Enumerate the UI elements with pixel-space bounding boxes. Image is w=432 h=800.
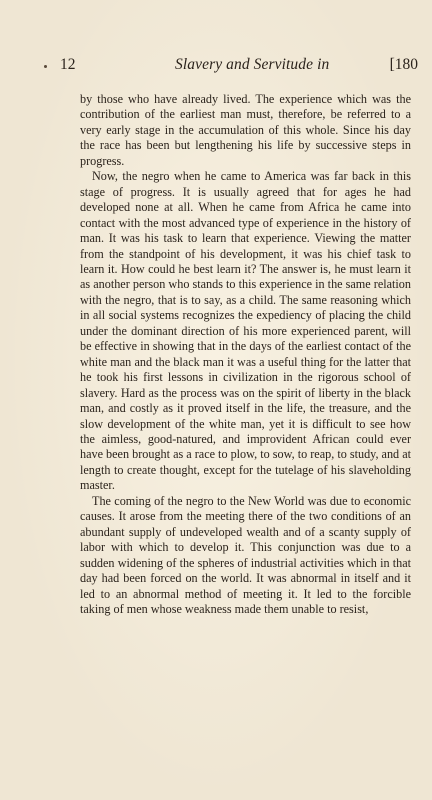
margin-mark xyxy=(44,65,47,68)
page-number: 12 xyxy=(60,56,76,73)
running-title: Slavery and Servitude in xyxy=(175,56,330,73)
paragraph: Now, the negro when he came to America was far back in this stage of progress. It is usually agreed that for ages he had developed none at all. When he came from Africa he came into contact with the most advanced type of experience in the history of man. It was his task to learn that experience. Viewing the matter from the standpoint of his development, it was his chief task to learn it. How could he best learn it? The answer is, he must learn it as another person who stands to this experience in the same relation with the negro, that is to say, as a child. The same reasoning which in all social systems recognizes the expediency of placing the child under the dominant direction of his more experienced parent, will be effective in showing that in the days of the earliest contact of the white man and the black man it was a useful thing for the latter that he took his first lessons in civilization in the rigorous school of slavery. Hard as the process was on the spirit of liberty in the black man, and costly as it proved itself in the life, the treasure, and the slow development of the white man, yet it is difficult to see how the aimless, good-natured, and improvident African could ever have been brought as a race to plow, to sow, to reap, to study, and at length to create thought, except for the tutelage of his slaveholding master. xyxy=(80,169,411,493)
paragraph-continued: by those who have already lived. The experience which was the contribution of the earliest man must, therefore, be referred to a very early stage in the accumulation of this whole. Since his day the race has been but lengthening his life by successive steps in progress. xyxy=(80,92,411,168)
running-header xyxy=(60,56,418,78)
original-folio: [180 xyxy=(389,56,418,73)
paragraph: The coming of the negro to the New World was due to economic causes. It arose from the meeting there of the two conditions of an abundant supply of undeveloped wealth and of a scanty supply of labor with which to develop it. This conjunction was due to a sudden widening of the spheres of industrial activities which in that day had been forced on the world. It was abnormal in itself and it led to an abnormal method of meeting it. It led to the forcible taking of men whose weakness made them unable to resist, xyxy=(80,493,411,616)
body-text xyxy=(80,92,411,617)
